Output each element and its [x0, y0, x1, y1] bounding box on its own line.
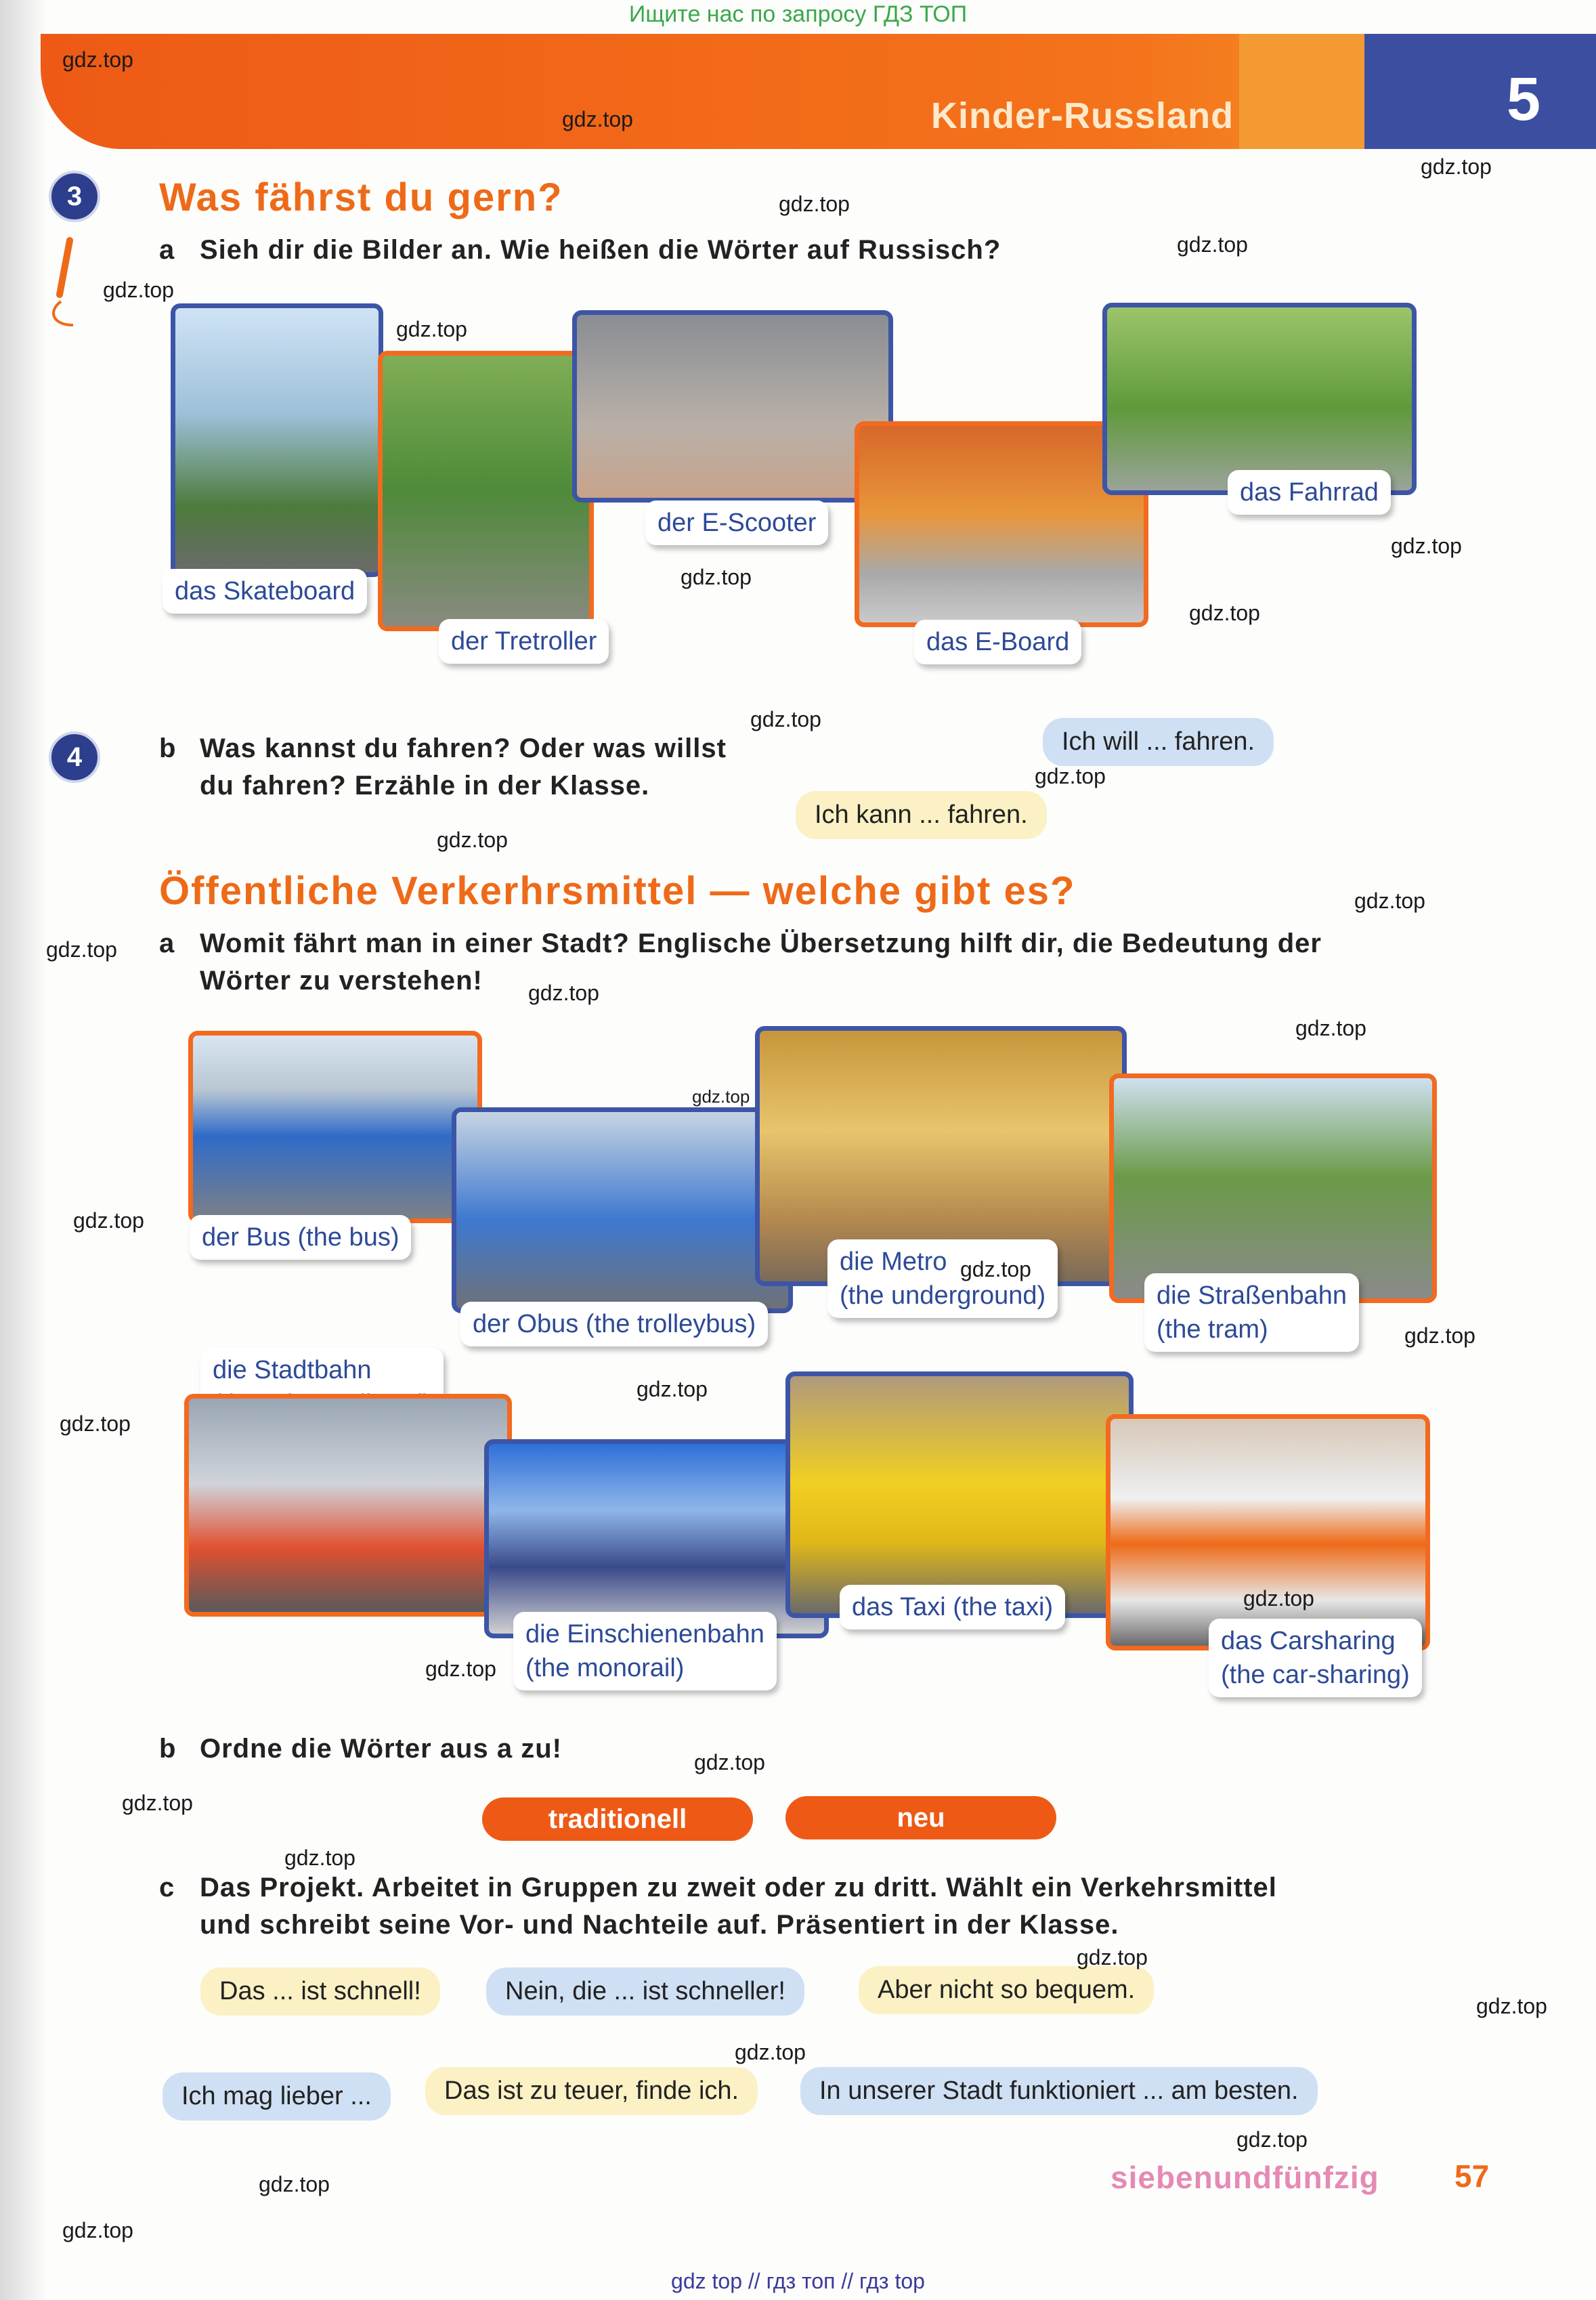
speech-bubble-1: Das ... ist schnell! — [200, 1967, 440, 2016]
watermark: gdz.top — [637, 1377, 708, 1401]
watermark: gdz.top — [692, 1086, 750, 1107]
watermark: gdz.top — [1035, 764, 1106, 788]
watermark: gdz.top — [284, 1846, 355, 1870]
watermark: gdz.top — [1243, 1586, 1314, 1611]
header-banner-accent — [1239, 34, 1368, 149]
watermark: gdz.top — [735, 2040, 806, 2064]
watermark: gdz.top — [1177, 232, 1248, 257]
watermark: gdz.top — [103, 278, 174, 302]
speech-bubble-3: Aber nicht so bequem. — [859, 1966, 1154, 2014]
watermark: gdz.top — [1295, 1016, 1366, 1040]
watermark: gdz.top — [62, 2218, 133, 2242]
label-taxi: das Taxi (the taxi) — [840, 1585, 1065, 1630]
chapter-title: Kinder-Russland — [931, 95, 1234, 136]
exercise-number-4: 4 — [49, 731, 100, 783]
watermark: gdz.top — [681, 565, 752, 589]
label-stadtbahn: die Stadtbahn — [200, 1348, 444, 1426]
exercise-4-title: Öffentliche Verkerhrsmittel — welche gibt es? — [159, 869, 1076, 913]
watermark: gdz.top — [60, 1411, 131, 1436]
label-skateboard: das Skateboard — [163, 569, 367, 614]
label-tretroller: der Tretroller — [439, 619, 609, 664]
watermark: gdz.top — [396, 317, 467, 341]
carsharing-photo — [1106, 1414, 1430, 1651]
chapter-tab — [1364, 34, 1596, 149]
label-metro: die Metro (the underground) — [827, 1239, 1058, 1318]
exercise-3a-instruction: a Sieh dir die Bilder an. Wie heißen die Wörter auf Russisch? — [159, 235, 1001, 265]
exclamation-icon — [46, 237, 80, 332]
watermark: gdz.top — [1189, 601, 1260, 625]
page-edge-shadow — [0, 0, 47, 2300]
speech-bubble-6: In unserer Stadt funktioniert ... am besten. — [800, 2067, 1318, 2115]
watermark: gdz.top — [259, 2172, 330, 2196]
bottom-links[interactable]: gdz top // гдз топ // гдз top — [671, 2269, 925, 2293]
watermark: gdz.top — [779, 192, 850, 216]
watermark: gdz.top — [425, 1657, 496, 1681]
watermark: gdz.top — [46, 937, 117, 962]
speech-bubble-5: Das ist zu teuer, finde ich. — [425, 2067, 758, 2115]
tretroller-photo — [378, 351, 594, 631]
watermark: gdz.top — [694, 1750, 765, 1774]
escooter-photo — [572, 310, 893, 503]
fahrrad-photo — [1102, 303, 1417, 495]
watermark: gdz.top — [1476, 1994, 1547, 2018]
watermark: gdz.top — [1236, 2127, 1308, 2152]
label-eboard: das E-Board — [914, 620, 1081, 664]
watermark: gdz.top — [1354, 889, 1425, 913]
watermark: gdz.top — [1421, 154, 1492, 179]
exercise-4a-instruction: a Womit fährt man in einer Stadt? Englische Übersetzung hilft dir, die Bedeutung der Wörter zu verstehen! — [159, 929, 1322, 996]
label-trolleybus: der Obus (the trolleybus) — [460, 1302, 768, 1346]
exercise-3-title: Was fährst du gern? — [159, 175, 563, 219]
page-number: 57 — [1454, 2158, 1490, 2194]
exercise-4c-instruction: c Das Projekt. Arbeitet in Gruppen zu zweit oder zu dritt. Wählt ein Verkehrsmittel und schreibt seine Vor- und Nachteile auf. Präsentiert in der Klasse. — [159, 1873, 1277, 1940]
watermark: gdz.top — [1391, 534, 1462, 558]
monorail-photo — [484, 1439, 829, 1638]
bus-photo — [188, 1031, 482, 1223]
tram-photo — [1109, 1073, 1437, 1303]
watermark: gdz.top — [62, 47, 133, 72]
skateboard-photo — [171, 303, 383, 577]
speech-bubble-will: Ich will ... fahren. — [1043, 718, 1274, 766]
page-number-word: siebenundfünfzig — [1110, 2160, 1379, 2195]
label-bus: der Bus (the bus) — [190, 1215, 411, 1260]
watermark: gdz.top — [73, 1208, 144, 1233]
watermark: gdz.top — [1077, 1945, 1148, 1969]
watermark: gdz.top — [528, 981, 599, 1005]
watermark: gdz.top — [750, 707, 821, 731]
watermark: gdz.top — [437, 828, 508, 852]
label-escooter: der E-Scooter — [645, 501, 828, 545]
stadtbahn-photo — [184, 1394, 512, 1617]
watermark: gdz.top — [562, 107, 633, 131]
exercise-4b-instruction: b Ordne die Wörter aus a zu! — [159, 1734, 562, 1764]
speech-bubble-2: Nein, die ... ist schneller! — [486, 1967, 804, 2016]
taxi-photo — [785, 1371, 1134, 1618]
pill-traditionell: traditionell — [482, 1797, 753, 1841]
exercise-number-3: 3 — [49, 171, 100, 222]
speech-bubble-4: Ich mag lieber ... — [163, 2072, 391, 2121]
chapter-number: 5 — [1507, 66, 1541, 133]
pill-neu: neu — [785, 1796, 1056, 1839]
exercise-3b-instruction: b Was kannst du fahren? Oder was willst du fahren? Erzähle in der Klasse. — [159, 733, 727, 801]
trolleybus-photo — [452, 1107, 793, 1313]
watermark: gdz.top — [1404, 1323, 1475, 1348]
label-monorail: die Einschienenbahn (the monorail) — [513, 1612, 777, 1690]
watermark: gdz.top — [960, 1257, 1031, 1281]
label-tram: die Straßenbahn (the tram) — [1144, 1273, 1359, 1352]
label-carsharing: das Carsharing (the car-sharing) — [1209, 1619, 1422, 1697]
top-search-banner[interactable]: Ищите нас по запросу ГДЗ ТОП — [628, 1, 968, 27]
speech-bubble-kann: Ich kann ... fahren. — [796, 791, 1047, 839]
watermark: gdz.top — [122, 1791, 193, 1815]
label-fahrrad: das Fahrrad — [1228, 470, 1391, 515]
